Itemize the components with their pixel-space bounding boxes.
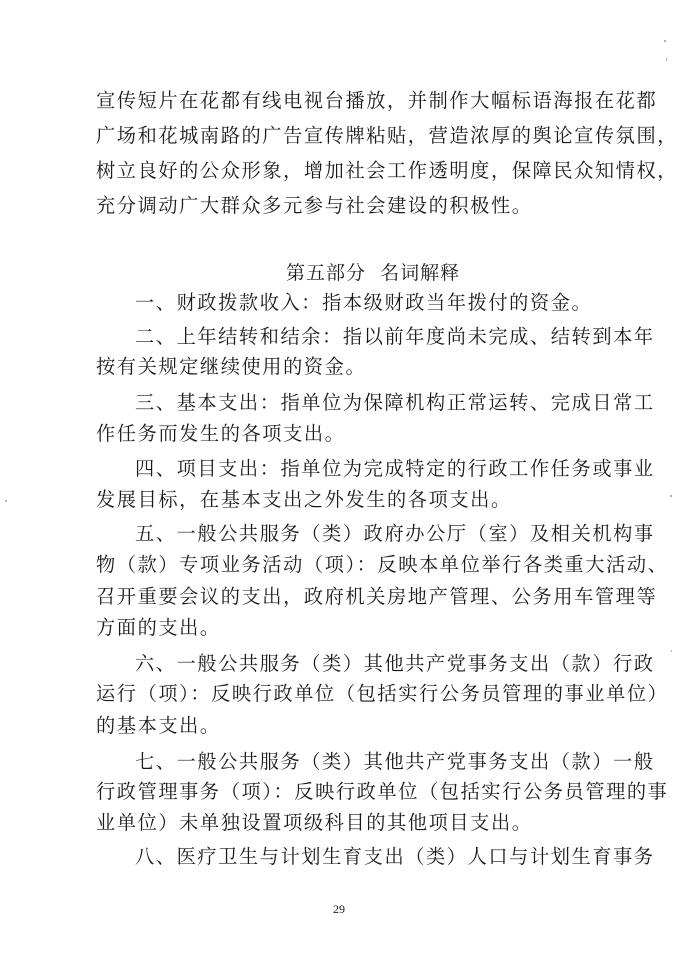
definition-text: 反映本单位举行各类重大活动、 bbox=[377, 553, 669, 576]
definition-term: 四、项目支出： bbox=[135, 457, 281, 480]
definition-text: 指单位为完成特定的行政工作任务或事业 bbox=[280, 457, 655, 480]
definition-line bbox=[135, 393, 655, 412]
definition-term: 八、医疗卫生与计划生育支出（类）人口与计划生育事务 bbox=[135, 845, 655, 868]
definition-line: 的基本支出。 bbox=[96, 714, 221, 737]
definition-line bbox=[135, 459, 655, 478]
definition-text: 反映行政单位（包括实行公务员管理的事 bbox=[294, 780, 669, 803]
definition-line: 作任务而发生的各项支出。 bbox=[96, 422, 346, 445]
definition-line bbox=[96, 782, 668, 801]
definition-line bbox=[135, 293, 592, 312]
scan-speck bbox=[666, 58, 667, 61]
definition-term: 五、一般公共服务（类）政府办公厅（室）及相关机构事 bbox=[135, 522, 655, 545]
intro-line: 树立良好的公众形象，增加社会工作透明度，保障民众知情权， bbox=[96, 159, 679, 182]
definition-line bbox=[96, 684, 668, 703]
scan-speck bbox=[664, 40, 666, 42]
definition-line: 业单位）未单独设置项级科目的其他项目支出。 bbox=[96, 811, 533, 834]
intro-line: 宣传短片在花都有线电视台播放，并制作大幅标语海报在花都 bbox=[96, 89, 658, 112]
scan-speck bbox=[671, 650, 672, 652]
definition-term: 二、上年结转和结余： bbox=[135, 325, 343, 348]
definition-term: 七、一般公共服务（类）其他共产党事务支出（款）一般 bbox=[135, 750, 655, 773]
definition-text: 指单位为保障机构正常运转、完成日常工 bbox=[280, 391, 655, 414]
definition-line bbox=[96, 555, 668, 574]
definition-line bbox=[135, 327, 655, 346]
definition-term: 物（款）专项业务活动（项）： bbox=[96, 553, 378, 576]
definition-line: 按有关规定继续使用的资金。 bbox=[96, 355, 367, 378]
definition-term: 行政管理事务（项）： bbox=[96, 780, 295, 803]
intro-line: 广场和花城南路的广告宣传牌粘贴，营造浓厚的舆论宣传氛围， bbox=[96, 124, 679, 147]
definition-line: 召开重要会议的支出，政府机关房地产管理、公务用车管理等 bbox=[96, 585, 658, 608]
definition-term: 三、基本支出： bbox=[135, 391, 281, 414]
scan-speck bbox=[5, 500, 7, 502]
definition-text: 反映行政单位（包括实行公务员管理的事业单位） bbox=[211, 682, 669, 705]
definition-term: 运行（项）： bbox=[96, 682, 212, 705]
definition-line: 发展目标，在基本支出之外发生的各项支出。 bbox=[96, 488, 512, 511]
definition-term: 一、财政拨款收入： bbox=[135, 291, 323, 314]
definition-text: 指本级财政当年拨付的资金。 bbox=[322, 291, 593, 314]
definition-term: 六、一般公共服务（类）其他共产党事务支出（款）行政 bbox=[135, 652, 655, 675]
page-number: 29 bbox=[333, 902, 345, 916]
section-heading: 第五部分 名词解释 bbox=[286, 262, 461, 284]
definition-text: 指以前年度尚未完成、结转到本年 bbox=[342, 325, 655, 348]
definition-line: 方面的支出。 bbox=[96, 616, 221, 639]
scan-speck bbox=[670, 495, 672, 497]
intro-line: 充分调动广大群众多元参与社会建设的积极性。 bbox=[96, 194, 533, 217]
